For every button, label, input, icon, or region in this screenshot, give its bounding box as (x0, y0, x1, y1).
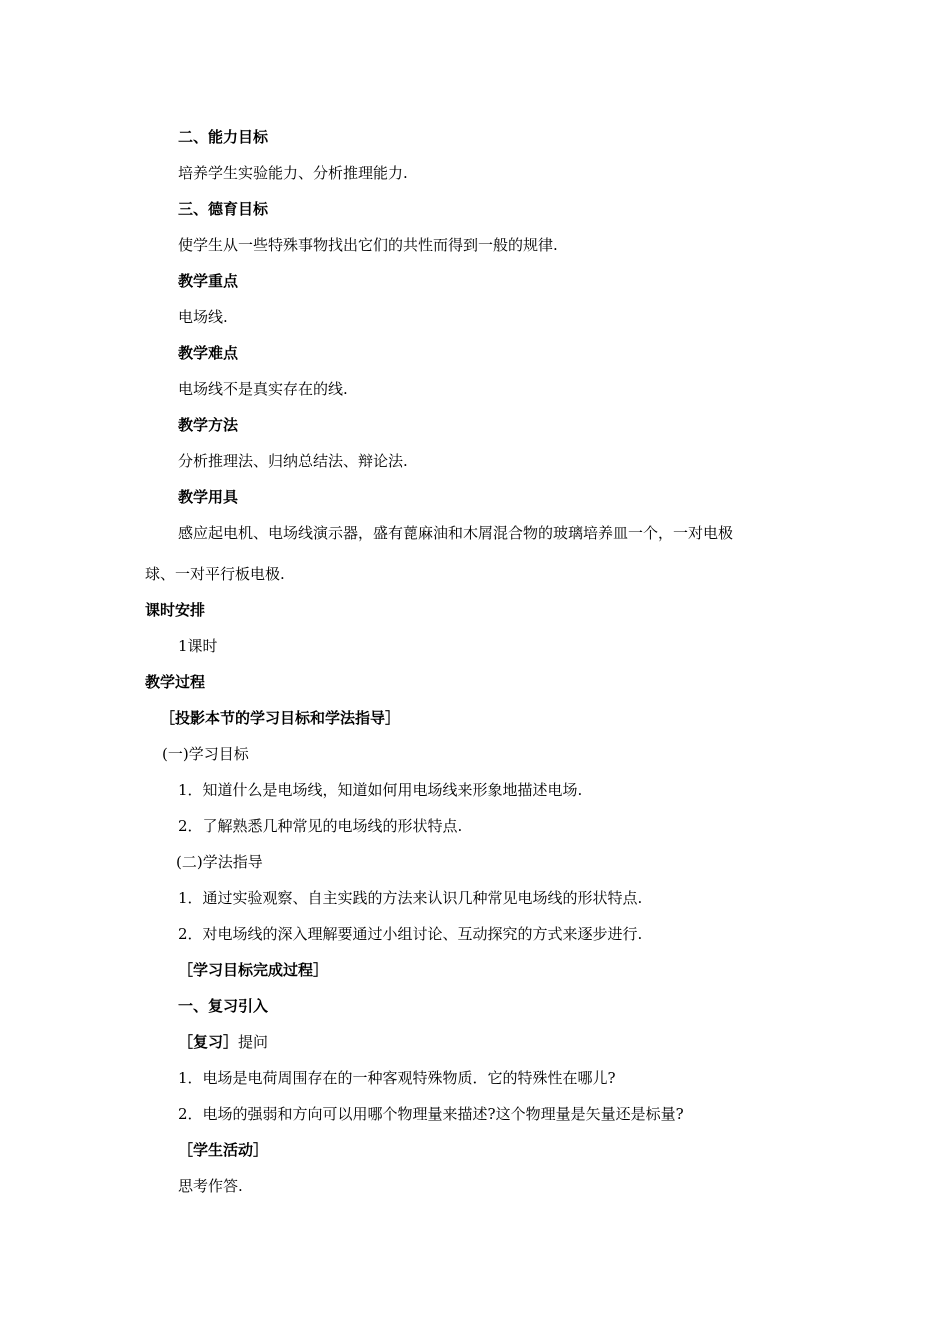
paragraph: 培养学生实验能力、分析推理能力. (178, 164, 408, 182)
paragraph: 分析推理法、归纳总结法、辩论法. (178, 452, 408, 470)
heading-moral-goal: 三、德育目标 (178, 200, 269, 218)
heading-process: 教学过程 (145, 673, 206, 691)
list-item: 1．电场是电荷周围存在的一种客观特殊物质．它的特殊性在哪儿? (178, 1069, 616, 1087)
subheading-student-activity: ［学生活动］ (178, 1141, 269, 1159)
paragraph: 使学生从一些特殊事物找出它们的共性而得到一般的规律. (178, 236, 558, 254)
subheading-projection: ［投影本节的学习目标和学法指导］ (160, 709, 401, 727)
heading-key-points: 教学重点 (178, 272, 239, 290)
heading-methods: 教学方法 (178, 416, 239, 434)
paragraph: 球、一对平行板电极. (145, 565, 285, 583)
subheading-study-guide: (二)学法指导 (176, 853, 263, 871)
subheading-learning-goals: (一)学习目标 (162, 745, 249, 763)
list-item: 1．知道什么是电场线，知道如何用电场线来形象地描述电场. (178, 781, 583, 799)
review-line (178, 1032, 268, 1052)
heading-review-intro: 一、复习引入 (178, 997, 269, 1015)
heading-ability-goal: 二、能力目标 (178, 128, 269, 146)
list-item: 2．对电场线的深入理解要通过小组讨论、互动探究的方式来逐步进行. (178, 925, 643, 943)
subheading-completion-process: ［学习目标完成过程］ (178, 961, 329, 979)
review-text: 提问 (238, 1033, 269, 1051)
list-item: 1．通过实验观察、自主实践的方法来认识几种常见电场线的形状特点. (178, 889, 643, 907)
heading-tools: 教学用具 (178, 488, 239, 506)
paragraph: 感应起电机、电场线演示器，盛有蓖麻油和木屑混合物的玻璃培养皿一个，一对电极 (178, 524, 734, 542)
paragraph: 1课时 (178, 637, 218, 655)
review-tag: ［复习］ (178, 1033, 239, 1051)
heading-difficulties: 教学难点 (178, 344, 239, 362)
paragraph: 电场线. (178, 308, 228, 326)
heading-schedule: 课时安排 (145, 601, 206, 619)
paragraph: 思考作答. (178, 1177, 243, 1195)
paragraph: 电场线不是真实存在的线. (178, 380, 348, 398)
list-item: 2．了解熟悉几种常见的电场线的形状特点. (178, 817, 463, 835)
list-item: 2．电场的强弱和方向可以用哪个物理量来描述?这个物理量是矢量还是标量? (178, 1105, 684, 1123)
